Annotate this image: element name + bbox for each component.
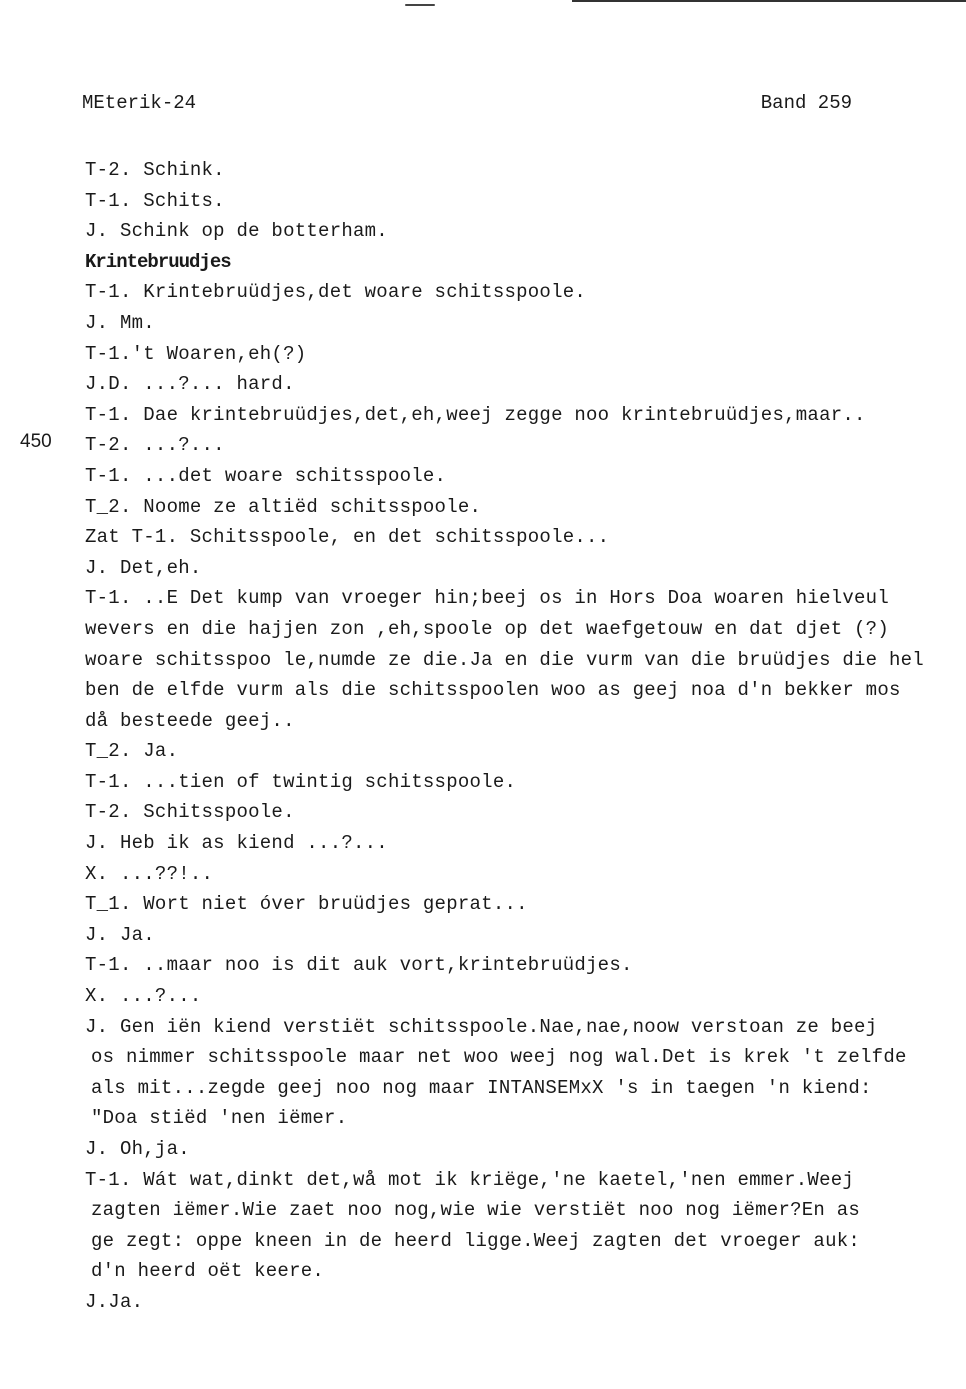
top-border-line (572, 0, 966, 2)
transcript-line: T-2. ...?... (85, 434, 225, 457)
transcript-line: J. Schink op de botterham. (85, 220, 388, 243)
struck-out-line: Krintebruudjes (85, 250, 231, 273)
transcript-line: T_2. Ja. (85, 740, 179, 763)
transcript-line: woare schitsspoo le,numde ze die.Ja en die vurm van die bruüdjes die hel (85, 648, 924, 671)
transcript-line: wevers en die hajjen zon ,eh,spoole op det waefgetouw en dat djet (?) (85, 617, 889, 640)
transcript-line: J.Ja. (85, 1290, 144, 1313)
transcript-line: J. Ja. (85, 923, 155, 946)
transcript-line: J. Gen iën kiend verstiët schitsspoole.Nae,nae,noow verstoan ze beej (85, 1015, 878, 1038)
transcript-line: T-1.'t Woaren,eh(?) (85, 342, 307, 365)
transcript-line: zagten iëmer.Wie zaet noo nog,wie wie verstiët noo nog iëmer?En as (91, 1199, 861, 1222)
transcript-line: Zat T-1. Schitsspoole, en det schitsspoole... (85, 526, 610, 549)
transcript-line: T-2. Schitsspoole. (85, 801, 295, 824)
transcript-line: J. Oh,ja. (85, 1138, 190, 1160)
transcript-line: T-1. ...tien of twintig schitsspoole. (85, 770, 517, 793)
transcript-line: T-1. Dae krintebruüdjes,det,eh,weej zegge noo krintebruüdjes,maar.. (85, 403, 866, 426)
transcript-line: J.D. ...?... hard. (85, 373, 295, 396)
header-document-id: MEterik-24 (82, 92, 197, 114)
transcript-body (85, 155, 965, 1318)
transcript-line: T-1. Krintebruüdjes,det woare schitsspoole. (85, 281, 587, 304)
transcript-line: J. Mm. (85, 311, 155, 334)
transcript-line: T-1. Schits. (85, 189, 225, 212)
transcript-line: T-2. Schink. (85, 159, 225, 181)
transcript-line: X. ...?... (85, 985, 202, 1008)
transcript-line: "Doa stiëd 'nen iëmer. (91, 1107, 348, 1130)
transcript-line: T-1. ..E Det kump van vroeger hin;beej os in Hors Doa woaren hielveul (85, 587, 889, 610)
transcript-line: ben de elfde vurm als die schitsspoolen woo as geej noa d'n bekker mos (85, 679, 901, 702)
top-scan-mark (405, 4, 435, 6)
transcript-line: T-1. Wát wat,dinkt det,wå mot ik kriëge,'ne kaetel,'nen emmer.Weej (85, 1168, 855, 1191)
transcript-line: ge zegt: oppe kneen in de heerd ligge.Weej zagten det vroeger auk: (91, 1229, 861, 1252)
transcript-line: J. Heb ik as kiend ...?... (85, 832, 388, 855)
transcript-line: J. Det,eh. (85, 556, 202, 579)
margin-line-number: 450 (20, 431, 52, 452)
transcript-line: då besteede geej.. (85, 709, 295, 732)
transcript-line: os nimmer schitsspoole maar net woo weej nog wal.Det is krek 't zelfde (91, 1046, 907, 1069)
transcript-line: T-1. ..maar noo is dit auk vort,krintebruüdjes. (85, 954, 633, 977)
transcript-line: X. ...??!.. (85, 862, 214, 885)
transcript-line: d'n heerd oët keere. (91, 1260, 325, 1283)
transcript-line: T-1. ...det woare schitsspoole. (85, 464, 447, 487)
transcript-line: als mit...zegde geej noo nog maar INTANSEMxX 's in taegen 'n kiend: (91, 1076, 872, 1099)
header-band-number: Band 259 (760, 92, 852, 114)
page-header (82, 92, 852, 118)
transcript-line: T_2. Noome ze altiëd schitsspoole. (85, 495, 482, 518)
transcript-line: T_1. Wort niet óver bruüdjes geprat... (85, 893, 528, 916)
